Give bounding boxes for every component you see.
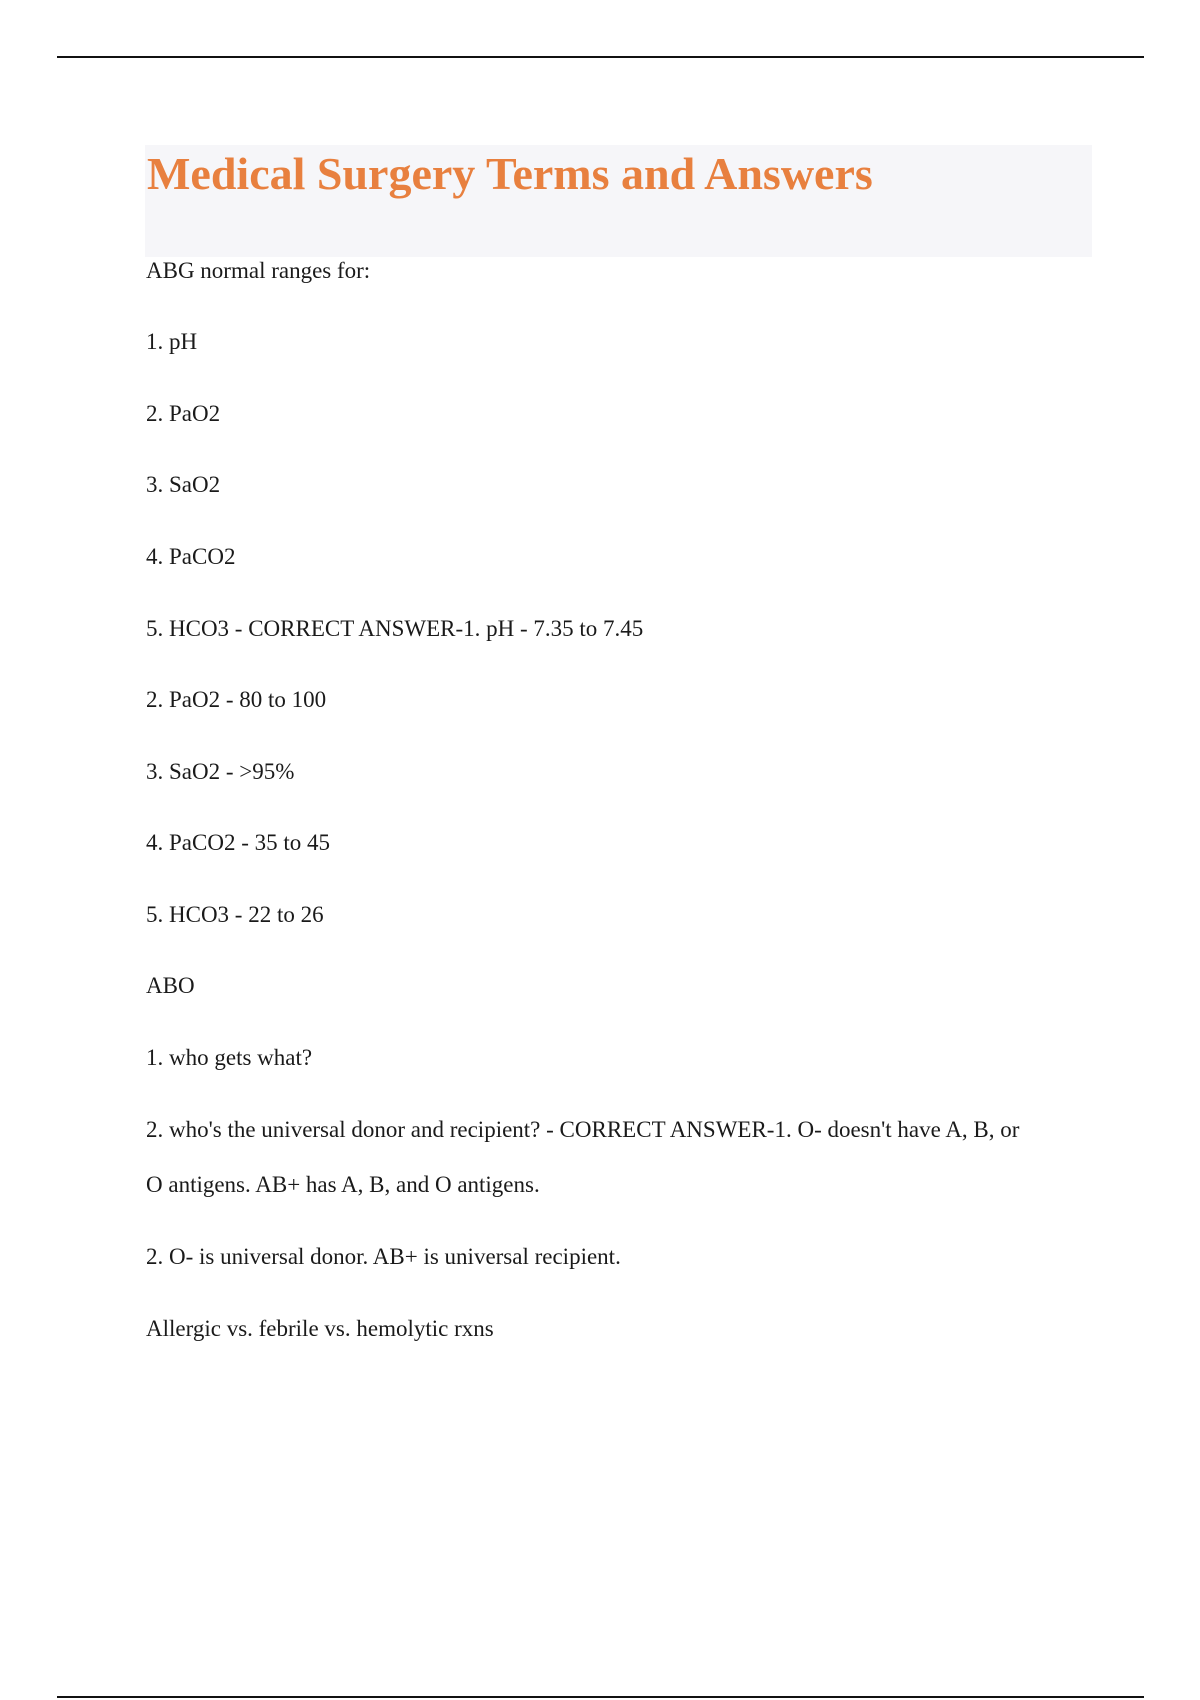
abo-answer-universal: 2. O- is universal donor. AB+ is universal recipient.	[146, 1244, 621, 1269]
abg-item-paco2: 4. PaCO2	[146, 544, 236, 569]
abo-answer-continuation: O antigens. AB+ has A, B, and O antigens.	[146, 1172, 540, 1197]
abg-item-ph: 1. pH	[146, 329, 198, 354]
abg-answer-sao2: 3. SaO2 - >95%	[146, 759, 295, 784]
page-top-rule	[57, 56, 1144, 58]
page-bottom-rule	[57, 1696, 1144, 1698]
abg-item-sao2: 3. SaO2	[146, 472, 221, 497]
transfusion-reactions-question: Allergic vs. febrile vs. hemolytic rxns	[146, 1316, 494, 1341]
abg-answer-pao2: 2. PaO2 - 80 to 100	[146, 687, 327, 712]
abg-question-heading: ABG normal ranges for:	[146, 258, 371, 283]
abo-item-universal-answer: 2. who's the universal donor and recipient? - CORRECT ANSWER-1. O- doesn't have A, B, or	[146, 1117, 1020, 1142]
abg-item-hco3-answer: 5. HCO3 - CORRECT ANSWER-1. pH - 7.35 to 7.45	[146, 616, 644, 641]
abg-item-pao2: 2. PaO2	[146, 401, 221, 426]
document-title: Medical Surgery Terms and Answers	[147, 148, 873, 199]
abg-answer-paco2: 4. PaCO2 - 35 to 45	[146, 830, 330, 855]
abg-answer-hco3: 5. HCO3 - 22 to 26	[146, 902, 324, 927]
abo-item-who-gets-what: 1. who gets what?	[146, 1045, 313, 1070]
abo-question-heading: ABO	[146, 973, 195, 998]
